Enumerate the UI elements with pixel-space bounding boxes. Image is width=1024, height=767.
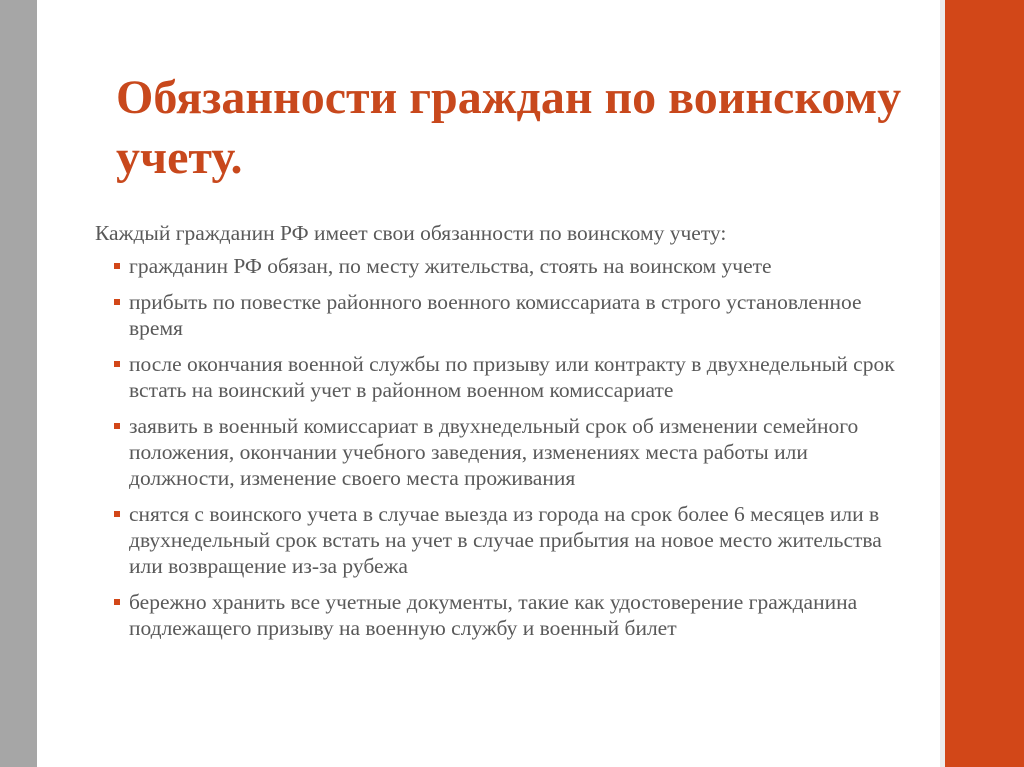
list-item-text: гражданин РФ обязан, по месту жительства, стоять на воинском учете bbox=[129, 254, 772, 278]
square-bullet-icon bbox=[114, 361, 120, 367]
list-item bbox=[95, 413, 905, 491]
list-item bbox=[95, 289, 905, 341]
bullet-list bbox=[95, 253, 905, 641]
square-bullet-icon bbox=[114, 299, 120, 305]
list-item bbox=[95, 351, 905, 403]
list-item bbox=[95, 501, 905, 579]
list-item-text: снятся с воинского учета в случае выезда из города на срок более 6 месяцев или в двухнедельный срок встать на учет в случае прибытия на новое место жительства или возвращение из-за рубежа bbox=[129, 502, 882, 578]
left-decorative-bar bbox=[0, 0, 37, 767]
slide-content bbox=[95, 220, 905, 651]
list-item-text: бережно хранить все учетные документы, такие как удостоверение гражданина подлежащего призыву на военную службу и военный билет bbox=[129, 590, 858, 640]
square-bullet-icon bbox=[114, 423, 120, 429]
square-bullet-icon bbox=[114, 263, 120, 269]
list-item-text: после окончания военной службы по призыву или контракту в двухнедельный срок встать на воинский учет в районном военном комиссариате bbox=[129, 352, 895, 402]
intro-text: Каждый гражданин РФ имеет свои обязанности по воинскому учету: bbox=[95, 221, 727, 245]
square-bullet-icon bbox=[114, 599, 120, 605]
right-decorative-bar bbox=[945, 0, 1024, 767]
list-item bbox=[95, 589, 905, 641]
list-item-text: прибыть по повестке районного военного комиссариата в строго установленное время bbox=[129, 290, 862, 340]
slide-title: Обязанности граждан по воинскому учету. bbox=[116, 71, 902, 184]
list-item-text: заявить в военный комиссариат в двухнедельный срок об изменении семейного положения, окончании учебного заведения, изменениях места работы или должности, изменение своего места проживания bbox=[129, 414, 859, 490]
square-bullet-icon bbox=[114, 511, 120, 517]
list-item bbox=[95, 253, 905, 279]
